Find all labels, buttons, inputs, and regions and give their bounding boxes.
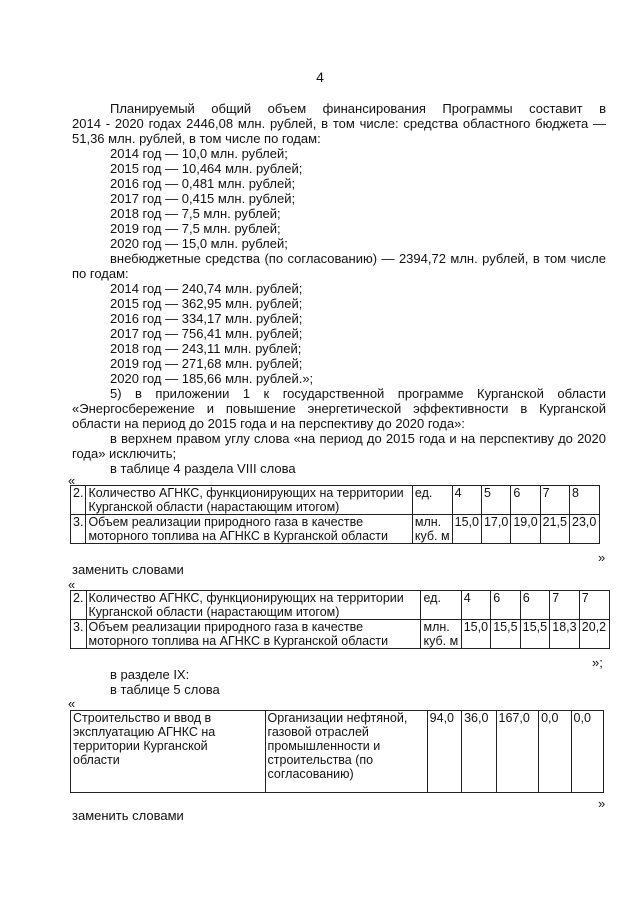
close-quote-1: » <box>598 550 606 565</box>
replace-words-1: заменить словами <box>72 562 184 577</box>
value-cell: 15,5 <box>491 620 521 649</box>
table-row <box>71 620 610 649</box>
row-number: 3. <box>71 620 87 649</box>
regional-year-2019: 2019 год — 7,5 млн. рублей; <box>110 221 281 236</box>
value-cell: 36,0 <box>462 711 496 793</box>
open-quote-1: « <box>68 473 76 488</box>
open-quote-2: « <box>68 577 76 592</box>
indicator-name: Количество АГНКС, функционирующих на территории Курганской области (нарастающим итогом) <box>86 591 421 620</box>
item5-line-1: 5) в приложении 1 к государственной программе Курганской области <box>110 386 606 401</box>
row-number: 2. <box>71 591 87 620</box>
row-number: 3. <box>71 515 86 544</box>
extrabudget-year-2019: 2019 год — 271,68 млн. рублей; <box>110 356 303 371</box>
close-quote-semicolon: »; <box>592 655 603 670</box>
regional-year-2016: 2016 год — 0,481 млн. рублей; <box>110 176 296 191</box>
row-number: 2. <box>71 486 86 515</box>
extrabudget-year-2018: 2018 год — 243,11 млн. рублей; <box>110 341 302 356</box>
intro-line-3: 51,36 млн. рублей, в том числе по годам: <box>72 131 321 146</box>
value-cell: 15,0 <box>452 515 481 544</box>
value-cell: 6 <box>491 591 521 620</box>
item5-line-2: «Энергосбережение и повышение энергетической эффективности в Курганской <box>72 401 606 416</box>
table4-intro: в таблице 4 раздела VIII слова <box>110 461 296 476</box>
section-9-heading: в разделе IX: <box>110 667 190 682</box>
extrabudget-year-2015: 2015 год — 362,95 млн. рублей; <box>110 296 303 311</box>
indicator-name: Объем реализации природного газа в качестве моторного топлива на АГНКС в Курганской области <box>86 515 412 544</box>
value-cell: 20,2 <box>579 620 609 649</box>
value-cell: 7 <box>579 591 609 620</box>
value-cell: 15,0 <box>461 620 491 649</box>
activity-name: Строительство и ввод в эксплуатацию АГНКС на территории Курганской области <box>71 711 266 793</box>
intro-line-2: 2014 - 2020 годах 2446,08 млн. рублей, в том числе: средства областного бюджета — <box>72 116 606 131</box>
value-cell: 167,0 <box>496 711 539 793</box>
value-cell: 19,0 <box>511 515 540 544</box>
unit: ед. <box>421 591 461 620</box>
regional-year-2015: 2015 год — 10,464 млн. рублей; <box>110 161 303 176</box>
table-old <box>70 485 600 544</box>
value-cell: 17,0 <box>481 515 510 544</box>
value-cell: 7 <box>550 591 580 620</box>
intro-line-1: Планируемый общий объем финансирования Программы составит в <box>110 101 606 116</box>
regional-year-2018: 2018 год — 7,5 млн. рублей; <box>110 206 281 221</box>
regional-year-2020: 2020 год — 15,0 млн. рублей; <box>110 236 288 251</box>
value-cell: 4 <box>461 591 491 620</box>
table-row <box>71 486 600 515</box>
unit: ед. <box>412 486 452 515</box>
corner-line-2: года» исключить; <box>72 446 177 461</box>
extrabudget-year-2016: 2016 год — 334,17 млн. рублей; <box>110 311 303 326</box>
table-new <box>70 590 610 649</box>
value-cell: 4 <box>452 486 481 515</box>
value-cell: 8 <box>570 486 600 515</box>
table-row <box>71 591 610 620</box>
value-cell: 18,3 <box>550 620 580 649</box>
open-quote-3: « <box>68 696 76 711</box>
indicator-name: Количество АГНКС, функционирующих на территории Курганской области (нарастающим итогом) <box>86 486 412 515</box>
replace-words-2: заменить словами <box>72 808 184 823</box>
value-cell: 15,5 <box>520 620 550 649</box>
value-cell: 0,0 <box>539 711 571 793</box>
item5-line-3: области на период до 2015 года и на перспективу до 2020 года»: <box>72 416 465 431</box>
value-cell: 6 <box>520 591 550 620</box>
table-row <box>71 515 600 544</box>
regional-year-2014: 2014 год — 10,0 млн. рублей; <box>110 146 288 161</box>
indicator-name: Объем реализации природного газа в качестве моторного топлива на АГНКС в Курганской области <box>86 620 421 649</box>
page-number: 4 <box>316 69 324 85</box>
extrabudget-line-2: по годам: <box>72 266 129 281</box>
responsible-org: Организации нефтяной, газовой отраслей промышленности и строительства (по согласованию) <box>265 711 427 793</box>
extrabudget-line-1: внебюджетные средства (по согласованию) — 2394,72 млн. рублей, в том числе <box>110 251 606 266</box>
value-cell: 5 <box>481 486 510 515</box>
table-row <box>71 711 604 793</box>
value-cell: 6 <box>511 486 540 515</box>
close-quote-3: » <box>598 796 606 811</box>
value-cell: 7 <box>540 486 569 515</box>
extrabudget-year-2020: 2020 год — 185,66 млн. рублей.»; <box>110 371 314 386</box>
table5-intro: в таблице 5 слова <box>110 682 220 697</box>
value-cell: 94,0 <box>427 711 461 793</box>
extrabudget-year-2017: 2017 год — 756,41 млн. рублей; <box>110 326 303 341</box>
unit: млн. куб. м <box>421 620 461 649</box>
regional-year-2017: 2017 год — 0,415 млн. рублей; <box>110 191 296 206</box>
value-cell: 21,5 <box>540 515 569 544</box>
unit: млн. куб. м <box>412 515 452 544</box>
table-5 <box>70 710 604 793</box>
value-cell: 23,0 <box>570 515 600 544</box>
extrabudget-year-2014: 2014 год — 240,74 млн. рублей; <box>110 281 303 296</box>
corner-line-1: в верхнем правом углу слова «на период до 2015 года и на перспективу до 2020 <box>110 431 606 446</box>
value-cell: 0,0 <box>571 711 603 793</box>
